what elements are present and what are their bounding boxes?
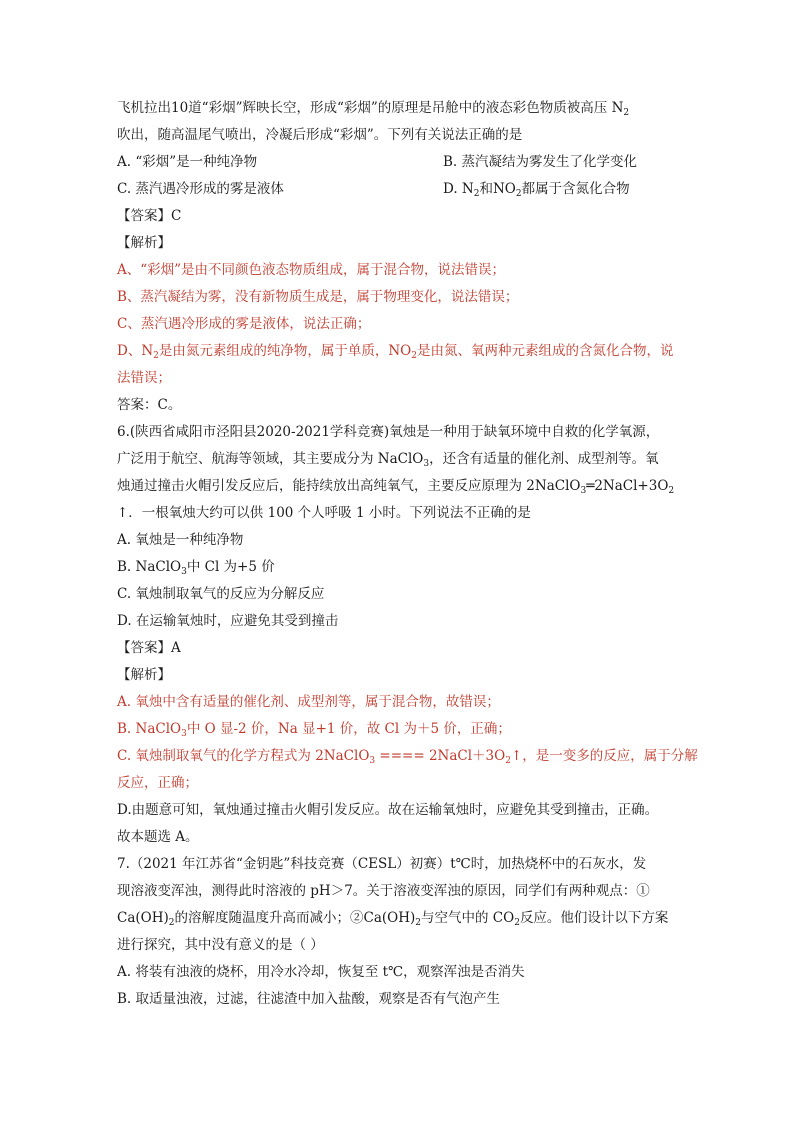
q6-explanation-c-line2: 反应，正确； xyxy=(117,775,198,791)
q6-explanation-d: D.由题意可知，氧烛通过撞击火帽引发反应。故在运输氧烛时，应避免其受到撞击，正确。 xyxy=(117,802,659,818)
q7-option-b: B. 取适量浊液，过滤，往滤渣中加入盐酸，观察是否有气泡产生 xyxy=(117,991,501,1007)
q5-explanation-b: B、蒸汽凝结为雾，没有新物质生成是，属于物理变化，说法错误； xyxy=(117,289,519,305)
q6-stem-line2: 广泛用于航空、航海等领域，其主要成分为 NaClO$_3$，还含有适量的催化剂、成型剂等。氧 xyxy=(117,451,659,469)
q6-explanation-b: B. NaClO$_3$中 O 显-2 价，Na 显+1 价，故 Cl 为＋5 价，正确； xyxy=(117,721,511,739)
q6-stem-line4: ↑．一根氧烛大约可以供 100 个人呼吸 1 小时。下列说法不正确的是 xyxy=(117,505,531,521)
q7-stem-line4: 进行探究，其中没有意义的是（ ） xyxy=(117,937,324,953)
q5-explanation-a: A、“彩烟”是由不同颜色液态物质组成，属于混合物，说法错误； xyxy=(117,262,506,278)
q7-stem-line3: $Ca(OH)_2$的溶解度随温度升高而减小；$②Ca(OH)_2$与空气中的 $CO_2$反应。他们设计以下方案 xyxy=(117,910,669,928)
q5-option-a: A. “彩烟”是一种纯净物 xyxy=(117,154,258,170)
q6-option-a: A. 氧烛是一种纯净物 xyxy=(117,532,244,548)
q6-option-d: D. 在运输氧烛时，应避免其受到撞击 xyxy=(117,613,339,629)
q6-option-b: B. NaClO$_3$中 Cl 为+5 价 xyxy=(117,559,275,577)
q5-explanation-d-line1: D、$N_2$是由氮元素组成的纯净物，属于单质，$NO_2$是由氮、氧两种元素组成的含氮化合物，说 xyxy=(117,343,674,361)
q5-option-d: D. $N_2$和$NO_2$都属于含氮化合物 xyxy=(443,181,630,199)
q6-final-answer: 故本题选 A。 xyxy=(117,829,199,845)
q5-answer: 【答案】C xyxy=(117,208,182,224)
q6-stem-line3: 烛通过撞击火帽引发反应后，能持续放出高纯氧气，主要反应原理为 $2NaClO_3═2NaCl+3O_2$ xyxy=(117,478,675,496)
q5-stem-line1: 飞机拉出10道“彩烟”辉映长空，形成“彩烟”的原理是吊舱中的液态彩色物质被高压 $N_2$ xyxy=(117,100,630,118)
q6-explanation-a: A. 氧烛中含有适量的催化剂、成型剂等，属于混合物，故错误； xyxy=(117,694,500,710)
q5-analysis-label: 【解析】 xyxy=(117,235,171,251)
q5-final-answer: 答案：C。 xyxy=(117,397,182,413)
q6-answer: 【答案】A xyxy=(117,640,181,656)
q7-stem-line1: 7.（2021 年江苏省“金钥匙”科技竞赛（CESL）初赛）t℃时，加热烧杯中的石灰水，发 xyxy=(117,856,647,872)
q5-explanation-c: C、蒸汽遇冷形成的雾是液体，说法正确； xyxy=(117,316,371,332)
q5-explanation-d-line2: 法错误； xyxy=(117,370,171,386)
q5-option-c: C. 蒸汽遇冷形成的雾是液体 xyxy=(117,181,284,197)
q6-stem-line1: 6.(陕西省咸阳市泾阳县2020-2021学科竞赛)氧烛是一种用于缺氧环境中自救的化学氧源， xyxy=(117,424,660,440)
q6-option-c: C. 氧烛制取氧气的反应为分解反应 xyxy=(117,586,325,602)
q6-analysis-label: 【解析】 xyxy=(117,667,171,683)
q7-option-a: A. 将装有浊液的烧杯，用冷水冷却，恢复至 t℃，观察浑浊是否消失 xyxy=(117,964,525,980)
q6-explanation-c-line1: C. 氧烛制取氧气的化学方程式为 2NaClO$_3$ ==== $2NaCl+3O_2↑$，是一变多的反应，属于分解 xyxy=(117,748,698,766)
q7-stem-line2: 现溶液变浑浊，测得此时溶液的 pH＞7。关于溶液变浑浊的原因，同学们有两种观点：① xyxy=(117,883,650,899)
q5-option-b: B. 蒸汽凝结为雾发生了化学变化 xyxy=(443,154,638,170)
q5-stem-line2: 吹出，随高温尾气喷出，冷凝后形成“彩烟”。下列有关说法正确的是 xyxy=(117,127,523,143)
